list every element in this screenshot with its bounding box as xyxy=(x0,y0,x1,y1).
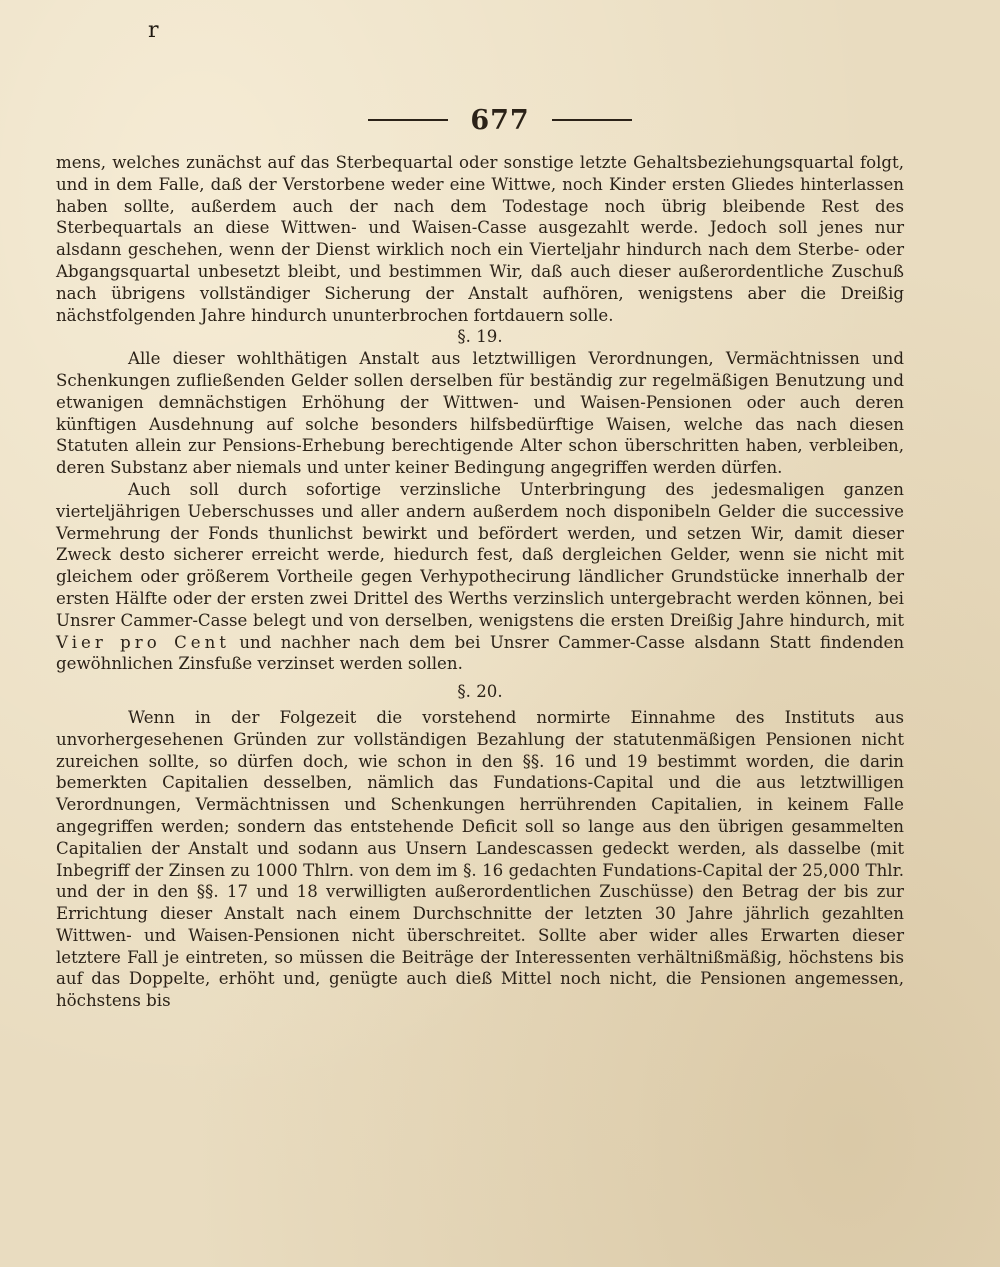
paragraph-continued: mens, welches zunächst auf das Sterbequartal oder sonstige letzte Gehaltsbeziehungsquartal folgt, und in dem Falle, daß der Verstorbene weder eine Wittwe, noch Kinder ersten Gliedes hinterlassen haben sollte, außerdem auch der nach dem Todestage noch übrig bleibende Rest des Sterbequartals an diese Wittwen- und Waisen-Casse ausgezahlt werde. Jedoch soll jenes nur alsdann geschehen, wenn der Dienst wirklich noch ein Vierteljahr hindurch nach dem Sterbe- oder Abgangsquartal unbesetzt bleibt, und bestimmen Wir, daß auch dieser außerordentliche Zuschuß nach übrigens vollständiger Sicherung der Anstalt aufhören, wenigstens aber die Dreißig nächstfolgenden Jahre hindurch ununterbrochen fortdauern solle. xyxy=(56,153,904,325)
page-number: 677 xyxy=(470,104,530,136)
section-heading-20: §. 20. xyxy=(457,682,503,702)
section-heading-19: §. 19. xyxy=(457,327,503,347)
paragraph-section-19: Alle dieser wohlthätigen Anstalt aus letztwilligen Verordnungen, Vermächtnissen und Schenkungen zufließenden Gelder sollen derselben für beständig zur regelmäßigen Benutzung und etwanigen demnächstigen Erhöhung der Wittwen- und Waisen-Pensionen oder auch deren künftigen Ausdehnung auf solche besonders hilfsbedürftige Waisen, welche das nach diesen Statuten allein zur Pensions-Erhebung berechtigende Alter schon überschritten haben, verbleiben, deren Substanz aber niemals und unter keiner Bedingung angegriffen werden dürfen. xyxy=(56,349,904,478)
ink-mark: r xyxy=(148,18,159,43)
paragraph-interest-part-a: Auch soll durch sofortige verzinsliche Unterbringung des jedesmaligen ganzen vierteljährigen Ueberschusses und aller andern außerdem noch disponibeln Gelder die successive Vermehrung der Fonds thunlichst bewirkt und befördert werden, und setzen Wir, damit dieser Zweck desto sicherer erreicht werde, hiedurch fest, daß dergleichen Gelder, wenn sie nicht mit gleichem oder größerem Vortheile gegen Verhypothecirung ländlicher Grundstücke innerhalb der ersten Hälfte oder der ersten zwei Drittel des Werths verzinslich untergebracht werden können, bei Unsrer Cammer-Casse belegt und von derselben, wenigstens die ersten Dreißig Jahre hindurch, mit xyxy=(56,479,904,630)
page-header xyxy=(0,100,1000,140)
body-text xyxy=(56,152,904,1012)
header-rule-right xyxy=(552,119,632,121)
header-rule-left xyxy=(368,119,448,121)
interest-rate-text: Vier pro Cent xyxy=(56,632,230,652)
paragraph-interest-part-b: und nachher nach dem bei Unsrer Cammer-Casse alsdann Statt findenden gewöhnlichen Zinsfuße verzinset werden sollen. xyxy=(56,632,905,674)
paragraph-interest xyxy=(56,479,904,675)
paragraph-section-20: Wenn in der Folgezeit die vorstehend normirte Einnahme des Instituts aus unvorhergesehenen Gründen zur vollständigen Bezahlung der statutenmäßigen Pensionen nicht zureichen sollte, so dürfen doch, wie schon in den §§. 16 und 19 bestimmt worden, die darin bemerkten Capitalien desselben, nämlich das Fundations-Capital und die aus letztwilligen Verordnungen, Vermächtnissen und Schenkungen herrührenden Capitalien, in keinem Falle angegriffen werden; sondern das entstehende Deficit soll so lange aus den übrigen gesammelten Capitalien der Anstalt und sodann aus Unsern Landescassen gedeckt werden, als dasselbe (mit Inbegriff der Zinsen zu 1000 Thlrn. von dem im §. 16 gedachten Fundations-Capital der 25,000 Thlr. und der in den §§. 17 und 18 verwilligten außerordentlichen Zuschüsse) den Betrag der bis zur Errichtung dieser Anstalt nach einem Durchschnitte der letzten 30 Jahre jährlich gezahlten Wittwen- und Waisen-Pensionen nicht überschreitet. Sollte aber wider alles Erwarten dieser letztere Fall je eintreten, so müssen die Beiträge der Interessenten verhältnißmäßig, höchstens bis auf das Doppelte, erhöht und, genügte auch dieß Mittel noch nicht, die Pensionen angemessen, höchstens bis xyxy=(56,707,904,1011)
